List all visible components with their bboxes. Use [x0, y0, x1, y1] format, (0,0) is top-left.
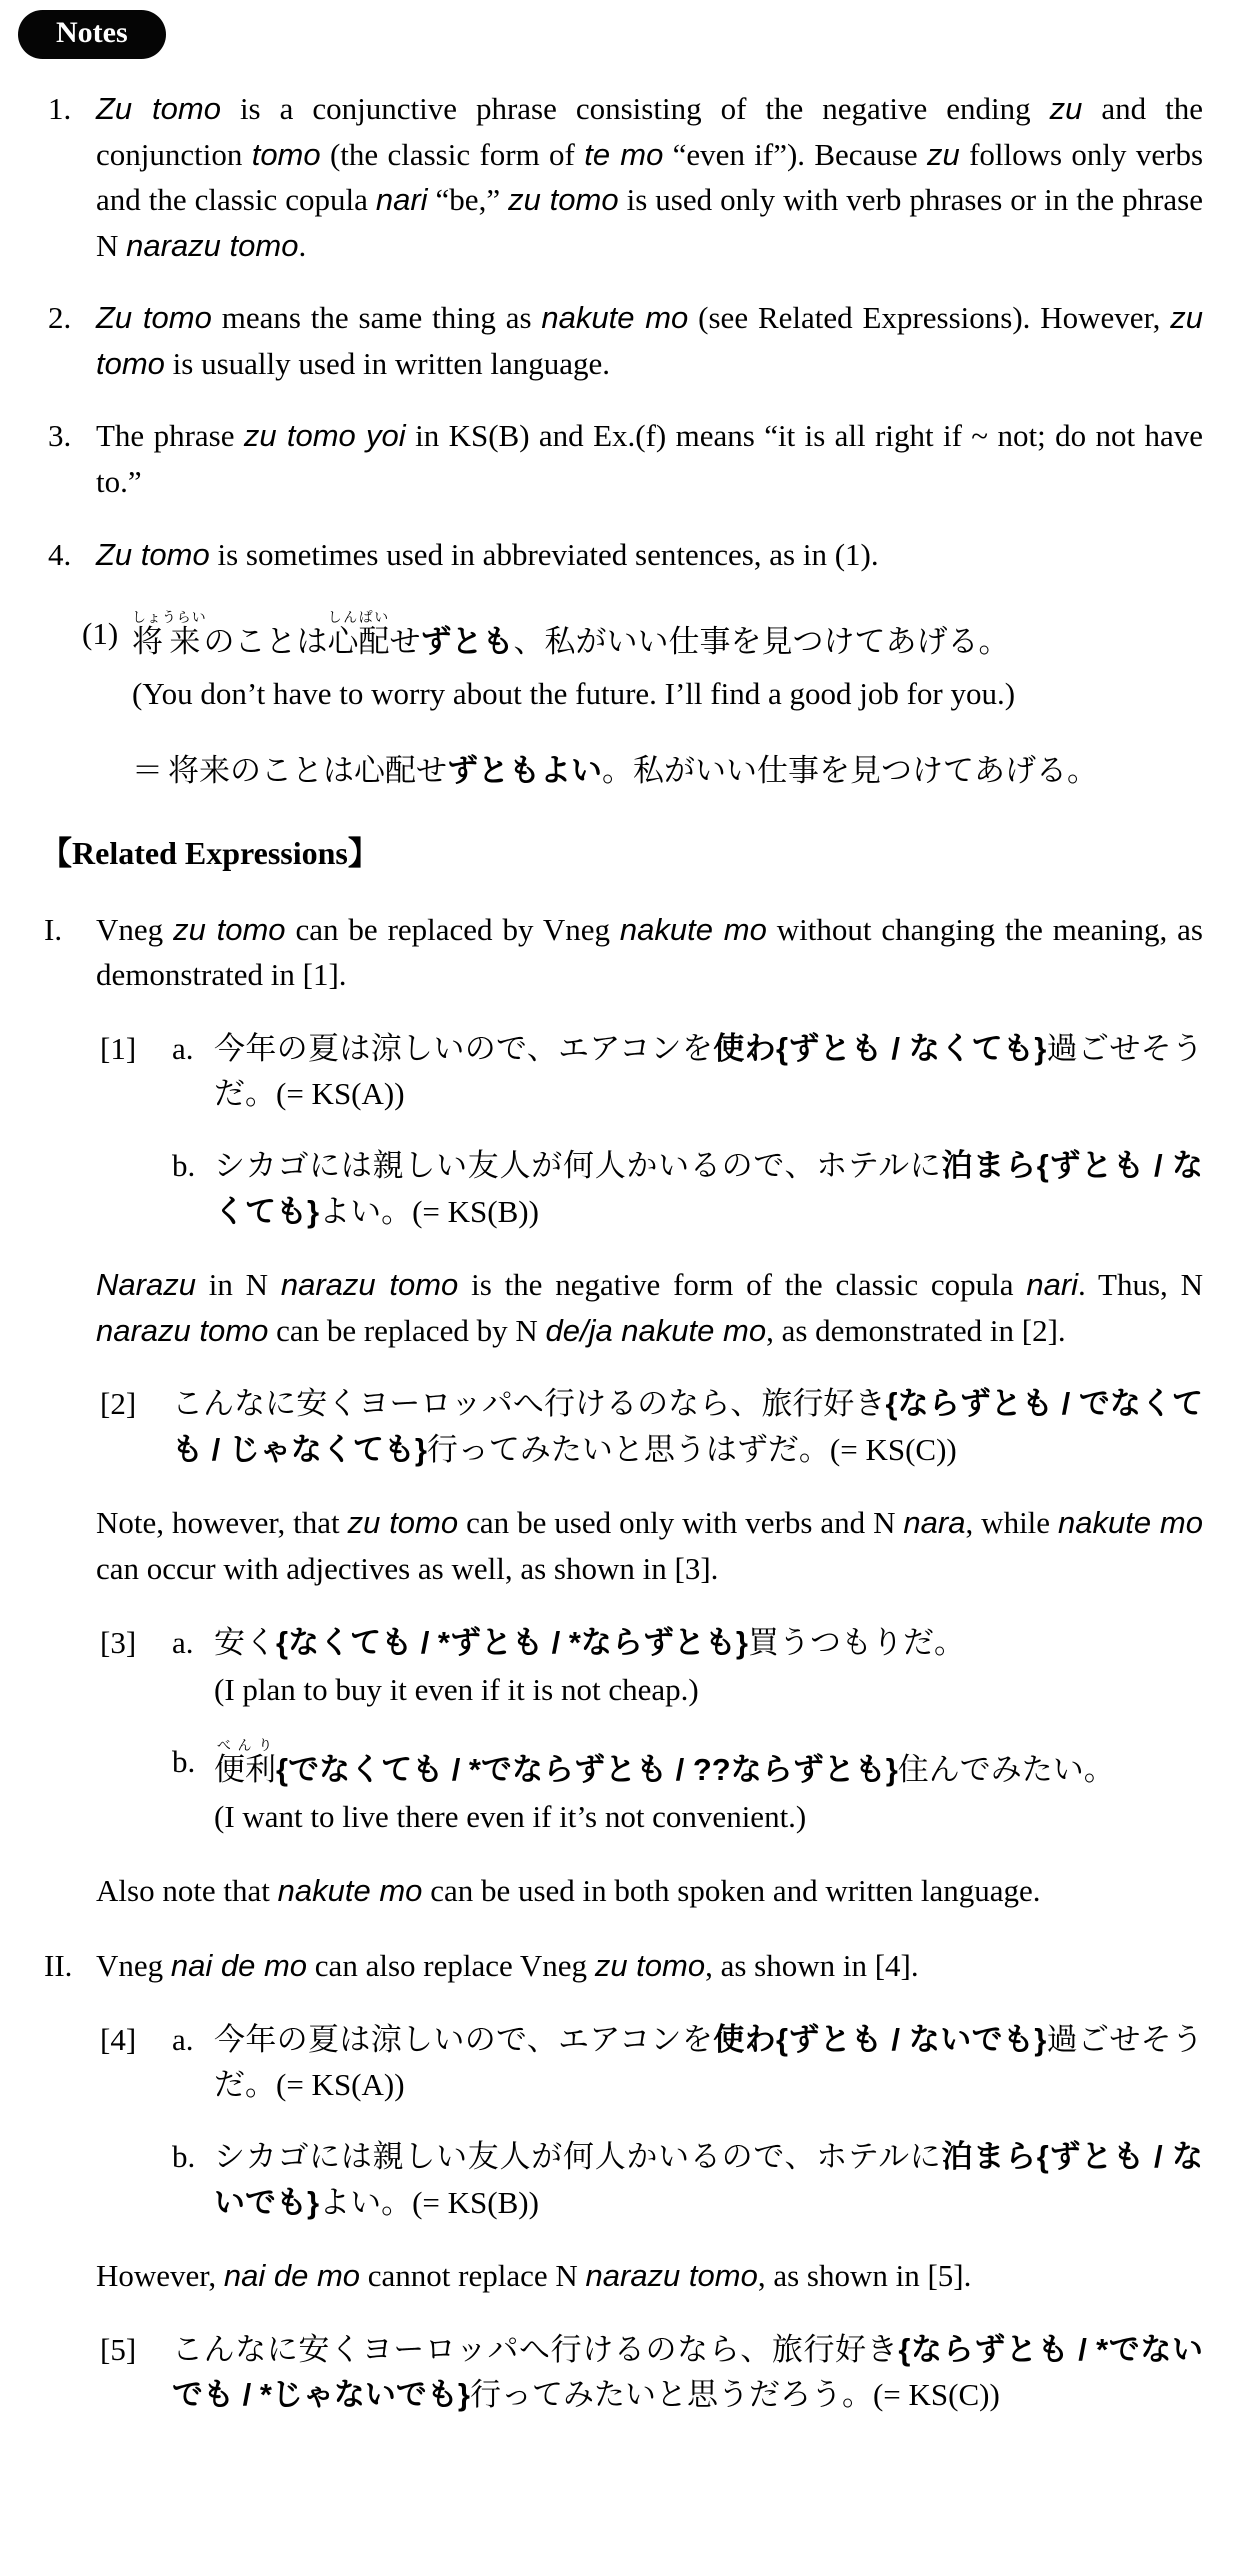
- text-content: [172, 1381, 1203, 1472]
- text-run: / *: [443, 1751, 481, 1787]
- text-run: / *: [234, 2377, 272, 2413]
- example-bracket-4b: [0, 2134, 1243, 2225]
- text-run: , as demonstrated in [2].: [766, 1312, 1066, 1348]
- text-run: can be replaced by N: [268, 1312, 546, 1348]
- text-run: .: [298, 227, 307, 263]
- text-run: 今年の夏は涼しいので、エアコンを: [214, 1030, 714, 1066]
- text-run: 行ってみたいと思うだろう。(= KS(C)): [469, 2377, 1000, 2413]
- text-run: Vneg: [96, 911, 174, 947]
- text-run: Also note that: [96, 1872, 278, 1908]
- note-1: [0, 86, 1243, 268]
- text-run: can be used in both spoken and written language.: [422, 1872, 1041, 1908]
- text-run: }: [307, 1193, 320, 1229]
- text-run: /: [203, 1431, 229, 1467]
- text-run: can be used only with verbs and N: [458, 1505, 904, 1541]
- text-run: }: [414, 1431, 427, 1467]
- text-run: 。私がいい仕事を見つけてあげる。: [602, 753, 1098, 789]
- text-run: can occur with adjectives as well, as shown in [3].: [96, 1550, 719, 1586]
- text-run: でならずとも: [480, 1751, 667, 1787]
- text-run: without changing the meaning, as demonstrated in [1].: [96, 911, 1203, 993]
- text-content: [214, 1026, 1203, 1117]
- text-run: narazu tomo: [96, 1312, 269, 1348]
- example-bracket-1a: [0, 1026, 1243, 1117]
- text-run: is the negative form of the classic copula: [458, 1267, 1027, 1303]
- text-run: 【Related Expressions】: [40, 834, 380, 871]
- text-content: [214, 2017, 1203, 2108]
- text-run: Zu tomo: [96, 536, 210, 572]
- text-content: [214, 2134, 1203, 2225]
- text-run: is used only with verb phrases or in the phrase N: [96, 182, 1203, 263]
- text-run: ならずとも: [580, 1624, 736, 1660]
- text-run: can also replace Vneg: [307, 1948, 595, 1984]
- text-run: and the conjunction: [96, 91, 1203, 172]
- text-run: nakute mo: [277, 1872, 423, 1908]
- text-run: のことは: [203, 624, 328, 660]
- text-run: Note, however, that: [96, 1505, 348, 1541]
- text-run: 使わ: [713, 1030, 776, 1066]
- text-run: じゃないでも: [271, 2377, 458, 2413]
- text-run: {: [775, 1030, 789, 1066]
- text-run: , as shown in [5].: [757, 2258, 972, 2294]
- text-run: なくても: [214, 1148, 1204, 1229]
- text-run: じゃなくても: [228, 1431, 415, 1467]
- text-run: nakute mo: [541, 300, 689, 336]
- example-bracket-2: [0, 1381, 1243, 1472]
- text-run: ずとも: [788, 2021, 883, 2057]
- text-run: よい。(= KS(B)): [319, 2184, 539, 2220]
- item-label: II.: [44, 1948, 73, 1984]
- text-run: }: [307, 2184, 320, 2220]
- text-run: でないでも: [172, 2331, 1204, 2413]
- item-label: I.: [44, 911, 63, 947]
- text-run: (You don’t have to worry about the future. I’ll find a good job for you.): [132, 675, 1016, 711]
- text-run: in KS(B) and Ex.(f) means “it is all right if ~ not; do not have to.”: [96, 418, 1203, 499]
- text-run: (see Related Expressions). However,: [688, 300, 1171, 336]
- text-content: [96, 1868, 1203, 1914]
- text-run: シカゴには親しい友人が何人かいるので、ホテルに: [214, 2139, 942, 2175]
- text-run: 泊まら: [941, 2139, 1037, 2175]
- text-run: Zu tomo: [96, 91, 221, 126]
- text-run: 、私がいい仕事を見つけてあげる。: [513, 624, 1010, 660]
- text-run: 将来のことは心配せ: [168, 753, 447, 789]
- text-content: [96, 1943, 1203, 1989]
- sub-item-label: a.: [172, 1624, 194, 1660]
- example-1-paraphrase: [0, 748, 1243, 794]
- text-run: ならずとも: [910, 2331, 1070, 2367]
- text-run: / *: [1069, 2331, 1109, 2367]
- text-run: The phrase: [96, 418, 244, 454]
- sub-item-label: a.: [172, 1030, 194, 1066]
- text-run: nai de mo: [170, 1948, 308, 1984]
- text-run: {: [898, 2331, 911, 2367]
- text-run: nara: [903, 1505, 966, 1541]
- text-run: Narazu: [96, 1267, 196, 1303]
- item-label: 3.: [48, 418, 72, 454]
- text-content: [132, 611, 1203, 665]
- example-3b-translation: [0, 1794, 1243, 1840]
- text-run: zu tomo: [173, 911, 286, 947]
- text-content: [96, 413, 1203, 504]
- text-run: (I plan to buy it even if it is not cheap.): [214, 1672, 699, 1708]
- note-2: [0, 295, 1243, 386]
- sub-item-label: b.: [172, 2139, 196, 2175]
- text-run: {: [276, 1624, 289, 1660]
- text-run: でなくても: [288, 1751, 444, 1787]
- text-content: [172, 2327, 1203, 2418]
- text-run: ずとも: [449, 1624, 543, 1660]
- sub-item-label: b.: [172, 1148, 196, 1184]
- text-run: なくても: [288, 1624, 413, 1660]
- text-run: cannot replace N: [360, 2258, 586, 2294]
- item-label: 2.: [48, 300, 72, 336]
- example-3a-translation: [0, 1667, 1243, 1713]
- example-1-translation: [0, 671, 1243, 717]
- text-run: nakute mo: [619, 911, 767, 947]
- note-4: [0, 532, 1243, 578]
- text-run: nakute mo: [1058, 1505, 1203, 1541]
- text-run: シカゴには親しい友人が何人かいるので、ホテルに: [214, 1148, 942, 1184]
- text-run: ずとも: [420, 624, 514, 660]
- text-run: }: [1034, 2021, 1047, 2057]
- text-run: 買うつもりだ。: [747, 1624, 965, 1660]
- text-content: [96, 907, 1203, 998]
- text-content: [40, 830, 1203, 877]
- notes-content: [0, 86, 1243, 2418]
- text-run: , as shown in [4].: [705, 1948, 919, 1984]
- notes-badge: [18, 10, 166, 59]
- item-label: [5]: [100, 2331, 137, 2367]
- text-run: でなくても: [172, 1386, 1204, 1467]
- however-paragraph: [0, 2253, 1243, 2299]
- text-run: zu tomo: [347, 1505, 459, 1541]
- text-run: /: [882, 1030, 909, 1066]
- text-run: なくても: [908, 1030, 1035, 1066]
- text-run: Zu tomo: [96, 300, 212, 336]
- text-run: /: [1144, 2139, 1173, 2175]
- text-run: }: [457, 2377, 470, 2413]
- text-run: zu: [1049, 91, 1083, 126]
- item-label: 4.: [48, 536, 72, 572]
- example-bracket-5: [0, 2327, 1243, 2418]
- text-content: [96, 86, 1203, 268]
- item-label: (1): [82, 616, 119, 652]
- text-content: [214, 1667, 1203, 1713]
- text-run: in N: [195, 1267, 281, 1303]
- text-content: [214, 1620, 1203, 1666]
- text-content: [96, 1262, 1203, 1353]
- text-run: Vneg: [96, 1948, 171, 1984]
- related-item-II: [0, 1943, 1243, 1989]
- text-run: zu tomo yoi: [243, 418, 406, 454]
- text-run: narazu tomo: [585, 2258, 758, 2294]
- text-content: [214, 1143, 1203, 1234]
- text-run: nari: [1026, 1267, 1079, 1303]
- text-run: / *: [412, 1624, 450, 1660]
- text-content: [132, 671, 1203, 717]
- text-run: means the same thing as: [211, 300, 542, 336]
- text-content: [214, 1794, 1203, 1840]
- text-run: /: [882, 2021, 909, 2057]
- item-label: ＝: [132, 753, 163, 789]
- text-run: “even if”). Because: [663, 136, 927, 172]
- text-run: {: [276, 1751, 289, 1787]
- text-run: / ??: [666, 1751, 731, 1787]
- text-content: [168, 748, 1203, 794]
- sub-item-label: b.: [172, 1743, 196, 1779]
- text-run: , while: [965, 1505, 1059, 1541]
- text-run: narazu tomo: [126, 227, 299, 263]
- text-run: 過ごせそうだ。(= KS(A)): [214, 1030, 1204, 1112]
- also-note-paragraph: [0, 1868, 1243, 1914]
- text-run: せ: [389, 624, 421, 660]
- text-run: こんなに安くヨーロッパへ行けるのなら、旅行好き: [172, 1386, 886, 1422]
- text-run: de/ja nakute mo: [545, 1312, 767, 1348]
- text-run: follows only verbs and the classic copula: [96, 136, 1204, 218]
- text-run: ないでも: [908, 2021, 1035, 2057]
- text-run: }: [1034, 1030, 1047, 1066]
- text-run: 行ってみたいと思うはずだ。(= KS(C)): [426, 1431, 957, 1467]
- text-run: / *: [542, 1624, 581, 1660]
- text-run: }: [885, 1751, 898, 1787]
- text-run: (I want to live there even if it’s not convenient.): [214, 1799, 807, 1835]
- text-run: ならずとも: [730, 1751, 886, 1787]
- note-paragraph: [0, 1500, 1243, 1591]
- text-run: zu tomo: [594, 1948, 706, 1984]
- text-content: [96, 2253, 1203, 2299]
- text-run: 泊まら: [941, 1148, 1037, 1184]
- example-1-japanese: [0, 611, 1243, 665]
- related-expressions-heading: [0, 830, 1243, 877]
- text-run: ずとも: [788, 1030, 883, 1066]
- text-run: /: [1052, 1386, 1079, 1422]
- text-run: 今年の夏は涼しいので、エアコンを: [214, 2021, 714, 2057]
- text-content: [96, 295, 1203, 386]
- text-run: 過ごせそうだ。(= KS(A)): [214, 2021, 1204, 2103]
- text-run: nari: [375, 182, 428, 218]
- text-run: zu tomo: [508, 182, 619, 218]
- text-run: However,: [96, 2258, 224, 2294]
- text-run: narazu tomo: [280, 1267, 459, 1303]
- example-bracket-3b: [0, 1739, 1243, 1793]
- text-run: nai de mo: [223, 2258, 361, 2294]
- text-run: . Thus, N: [1078, 1267, 1203, 1303]
- text-run: (the classic form of: [320, 136, 585, 172]
- text-content: [96, 1500, 1203, 1591]
- note-3: [0, 413, 1243, 504]
- text-run: ないでも: [214, 2139, 1204, 2220]
- item-label: [4]: [100, 2021, 137, 2057]
- narazu-paragraph: [0, 1262, 1243, 1353]
- item-label: [2]: [100, 1386, 137, 1422]
- text-run: “be,”: [427, 182, 509, 218]
- text-run: ならずとも: [897, 1386, 1053, 1422]
- text-run: te mo: [584, 136, 664, 172]
- text-run: zu tomo: [96, 300, 1204, 381]
- ruby-text: 便利べんり: [214, 1738, 276, 1787]
- text-run: 住んでみたい。: [897, 1751, 1115, 1787]
- ruby-text: 将来しょうらい: [132, 611, 207, 660]
- item-label: [3]: [100, 1624, 137, 1660]
- text-run: {: [1036, 1148, 1049, 1184]
- example-bracket-4a: [0, 2017, 1243, 2108]
- item-label: 1.: [48, 91, 72, 126]
- text-content: [214, 1739, 1203, 1793]
- text-run: {: [775, 2021, 789, 2057]
- text-run: {: [1036, 2139, 1049, 2175]
- text-run: こんなに安くヨーロッパへ行けるのなら、旅行好き: [172, 2331, 899, 2367]
- text-run: ずともよい: [447, 753, 602, 789]
- ruby-text: 心配しんぱい: [327, 611, 390, 660]
- text-run: }: [735, 1624, 748, 1660]
- text-run: tomo: [251, 136, 321, 172]
- text-run: ずとも: [1048, 2139, 1145, 2175]
- example-bracket-3a: [0, 1620, 1243, 1666]
- notes-badge-label: Notes: [56, 16, 128, 49]
- text-run: よい。(= KS(B)): [319, 1193, 539, 1229]
- text-run: can be replaced by Vneg: [285, 911, 620, 947]
- text-run: ずとも: [1048, 1148, 1145, 1184]
- sub-item-label: a.: [172, 2021, 194, 2057]
- item-label: [1]: [100, 1030, 137, 1066]
- text-run: /: [1144, 1148, 1173, 1184]
- text-run: 安く: [214, 1624, 276, 1660]
- text-run: is a conjunctive phrase consisting of the negative ending: [220, 91, 1050, 126]
- text-run: {: [885, 1386, 898, 1422]
- related-item-I: [0, 907, 1243, 998]
- text-content: [96, 532, 1203, 578]
- text-run: is usually used in written language.: [164, 345, 611, 381]
- example-bracket-1b: [0, 1143, 1243, 1234]
- text-run: 使わ: [713, 2021, 776, 2057]
- text-run: zu: [927, 136, 960, 172]
- text-run: is sometimes used in abbreviated sentences, as in (1).: [209, 536, 879, 572]
